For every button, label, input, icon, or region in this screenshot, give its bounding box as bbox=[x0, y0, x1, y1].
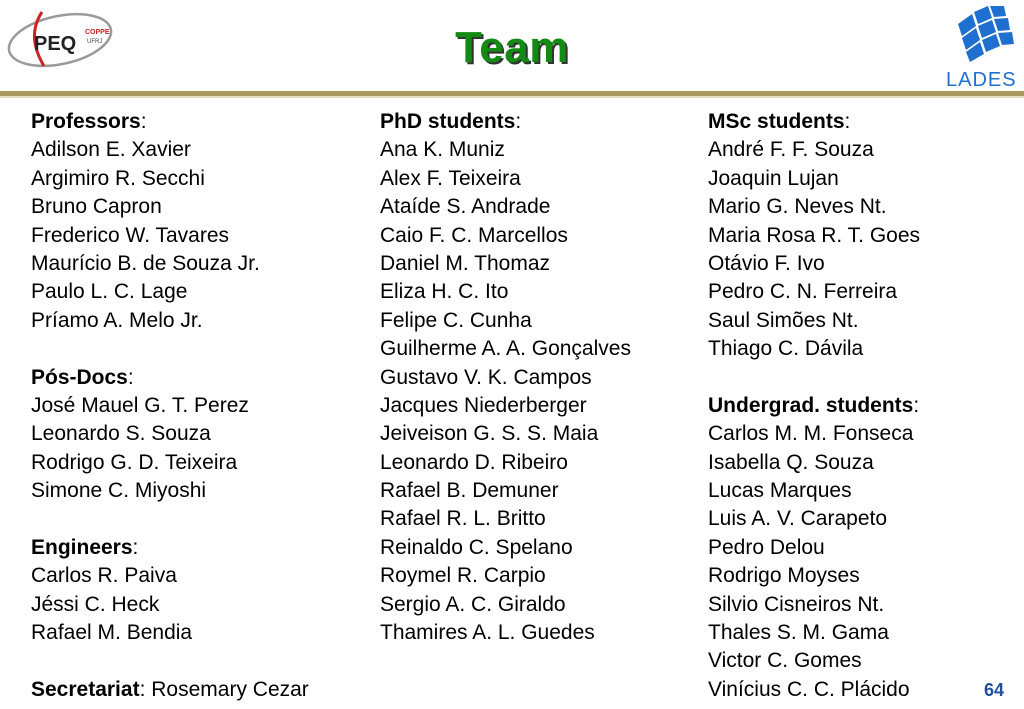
engineers-heading: Engineers: bbox=[31, 535, 139, 559]
member-name: Jéssi C. Heck bbox=[31, 592, 160, 616]
msc-list bbox=[708, 136, 920, 363]
member-name: Carlos R. Paiva bbox=[31, 564, 177, 588]
member-name: Sergio A. C. Giraldo bbox=[380, 592, 566, 616]
column-students bbox=[708, 108, 920, 704]
member-name: Saul Simões Nt. bbox=[708, 308, 859, 332]
member-name: Guilherme A. A. Gonçalves bbox=[380, 337, 631, 361]
member-name: Mario G. Neves Nt. bbox=[708, 195, 887, 219]
member-name: Paulo L. C. Lage bbox=[31, 280, 188, 304]
member-name: Silvio Cisneiros Nt. bbox=[708, 592, 885, 616]
page-title: Team bbox=[455, 23, 569, 72]
engineers-list bbox=[31, 562, 309, 647]
member-name: Simone C. Miyoshi bbox=[31, 479, 207, 503]
member-name: Isabella Q. Souza bbox=[708, 450, 874, 474]
member-name: Rodrigo Moyses bbox=[708, 564, 860, 588]
member-name: Lucas Marques bbox=[708, 479, 852, 503]
member-name: Ataíde S. Andrade bbox=[380, 195, 551, 219]
peq-logo-sub2: UFRJ bbox=[87, 39, 103, 45]
member-name: Carlos M. M. Fonseca bbox=[708, 422, 914, 446]
msc-heading: MSc students: bbox=[708, 110, 851, 133]
member-name: Otávio F. Ivo bbox=[708, 251, 825, 275]
member-name: Adilson E. Xavier bbox=[31, 138, 191, 162]
member-name: Príamo A. Melo Jr. bbox=[31, 308, 203, 332]
member-name: Rafael R. L. Britto bbox=[380, 507, 546, 531]
member-name: Felipe C. Cunha bbox=[380, 308, 532, 332]
member-name: Maurício B. de Souza Jr. bbox=[31, 251, 260, 275]
member-name: José Mauel G. T. Perez bbox=[31, 393, 249, 417]
member-name: Roymel R. Carpio bbox=[380, 564, 546, 588]
member-name: Rafael M. Bendia bbox=[31, 621, 193, 645]
member-name: Vinícius C. C. Plácido bbox=[708, 677, 910, 701]
lades-logo-text: LADES bbox=[946, 69, 1017, 90]
member-name: Eliza H. C. Ito bbox=[380, 280, 509, 304]
member-name: Daniel M. Thomaz bbox=[380, 251, 551, 275]
peq-logo-sub: COPPE bbox=[85, 29, 110, 36]
column-staff bbox=[31, 108, 309, 704]
phd-list bbox=[380, 136, 631, 647]
member-name: Alex F. Teixeira bbox=[380, 166, 521, 190]
member-name: Pedro C. N. Ferreira bbox=[708, 280, 898, 304]
member-name: Frederico W. Tavares bbox=[31, 223, 230, 247]
member-name: Maria Rosa R. T. Goes bbox=[708, 223, 921, 247]
column-phd bbox=[380, 108, 631, 647]
phd-heading: PhD students: bbox=[380, 110, 522, 133]
peq-logo-text: PEQ bbox=[34, 33, 77, 55]
member-name: Joaquin Lujan bbox=[708, 166, 839, 190]
secretariat-heading: Secretariat bbox=[31, 677, 140, 701]
member-name: Jacques Niederberger bbox=[380, 393, 587, 417]
member-name: Leonardo S. Souza bbox=[31, 422, 211, 446]
member-name: Gustavo V. K. Campos bbox=[380, 365, 592, 389]
member-name: Ana K. Muniz bbox=[380, 138, 505, 162]
member-name: André F. F. Souza bbox=[708, 138, 874, 162]
member-name: Reinaldo C. Spelano bbox=[380, 535, 573, 559]
secretariat-line: Secretariat: Rosemary Cezar bbox=[31, 677, 309, 701]
member-name: Argimiro R. Secchi bbox=[31, 166, 205, 190]
page-number: 64 bbox=[984, 680, 1005, 700]
member-name: Caio F. C. Marcellos bbox=[380, 223, 568, 247]
member-name: Victor C. Gomes bbox=[708, 649, 862, 673]
postdocs-list bbox=[31, 392, 309, 506]
header-divider-shadow bbox=[0, 96, 1024, 98]
member-name: Thiago C. Dávila bbox=[708, 337, 864, 361]
member-name: Rafael B. Demuner bbox=[380, 479, 559, 503]
member-name: Thamires A. L. Guedes bbox=[380, 621, 595, 645]
undergrad-list bbox=[708, 420, 920, 704]
undergrad-heading: Undergrad. students: bbox=[708, 393, 920, 417]
member-name: Rodrigo G. D. Teixeira bbox=[31, 450, 238, 474]
member-name: Luis A. V. Carapeto bbox=[708, 507, 888, 531]
member-name: Leonardo D. Ribeiro bbox=[380, 450, 568, 474]
professors-list bbox=[31, 136, 309, 335]
member-name: Thales S. M. Gama bbox=[708, 621, 889, 645]
member-name: Pedro Delou bbox=[708, 535, 825, 559]
member-name: Bruno Capron bbox=[31, 195, 162, 219]
secretariat-name: Rosemary Cezar bbox=[151, 677, 309, 701]
postdocs-heading: Pós-Docs: bbox=[31, 365, 134, 389]
professors-heading: Professors: bbox=[31, 110, 147, 133]
member-name: Jeiveison G. S. S. Maia bbox=[380, 422, 599, 446]
